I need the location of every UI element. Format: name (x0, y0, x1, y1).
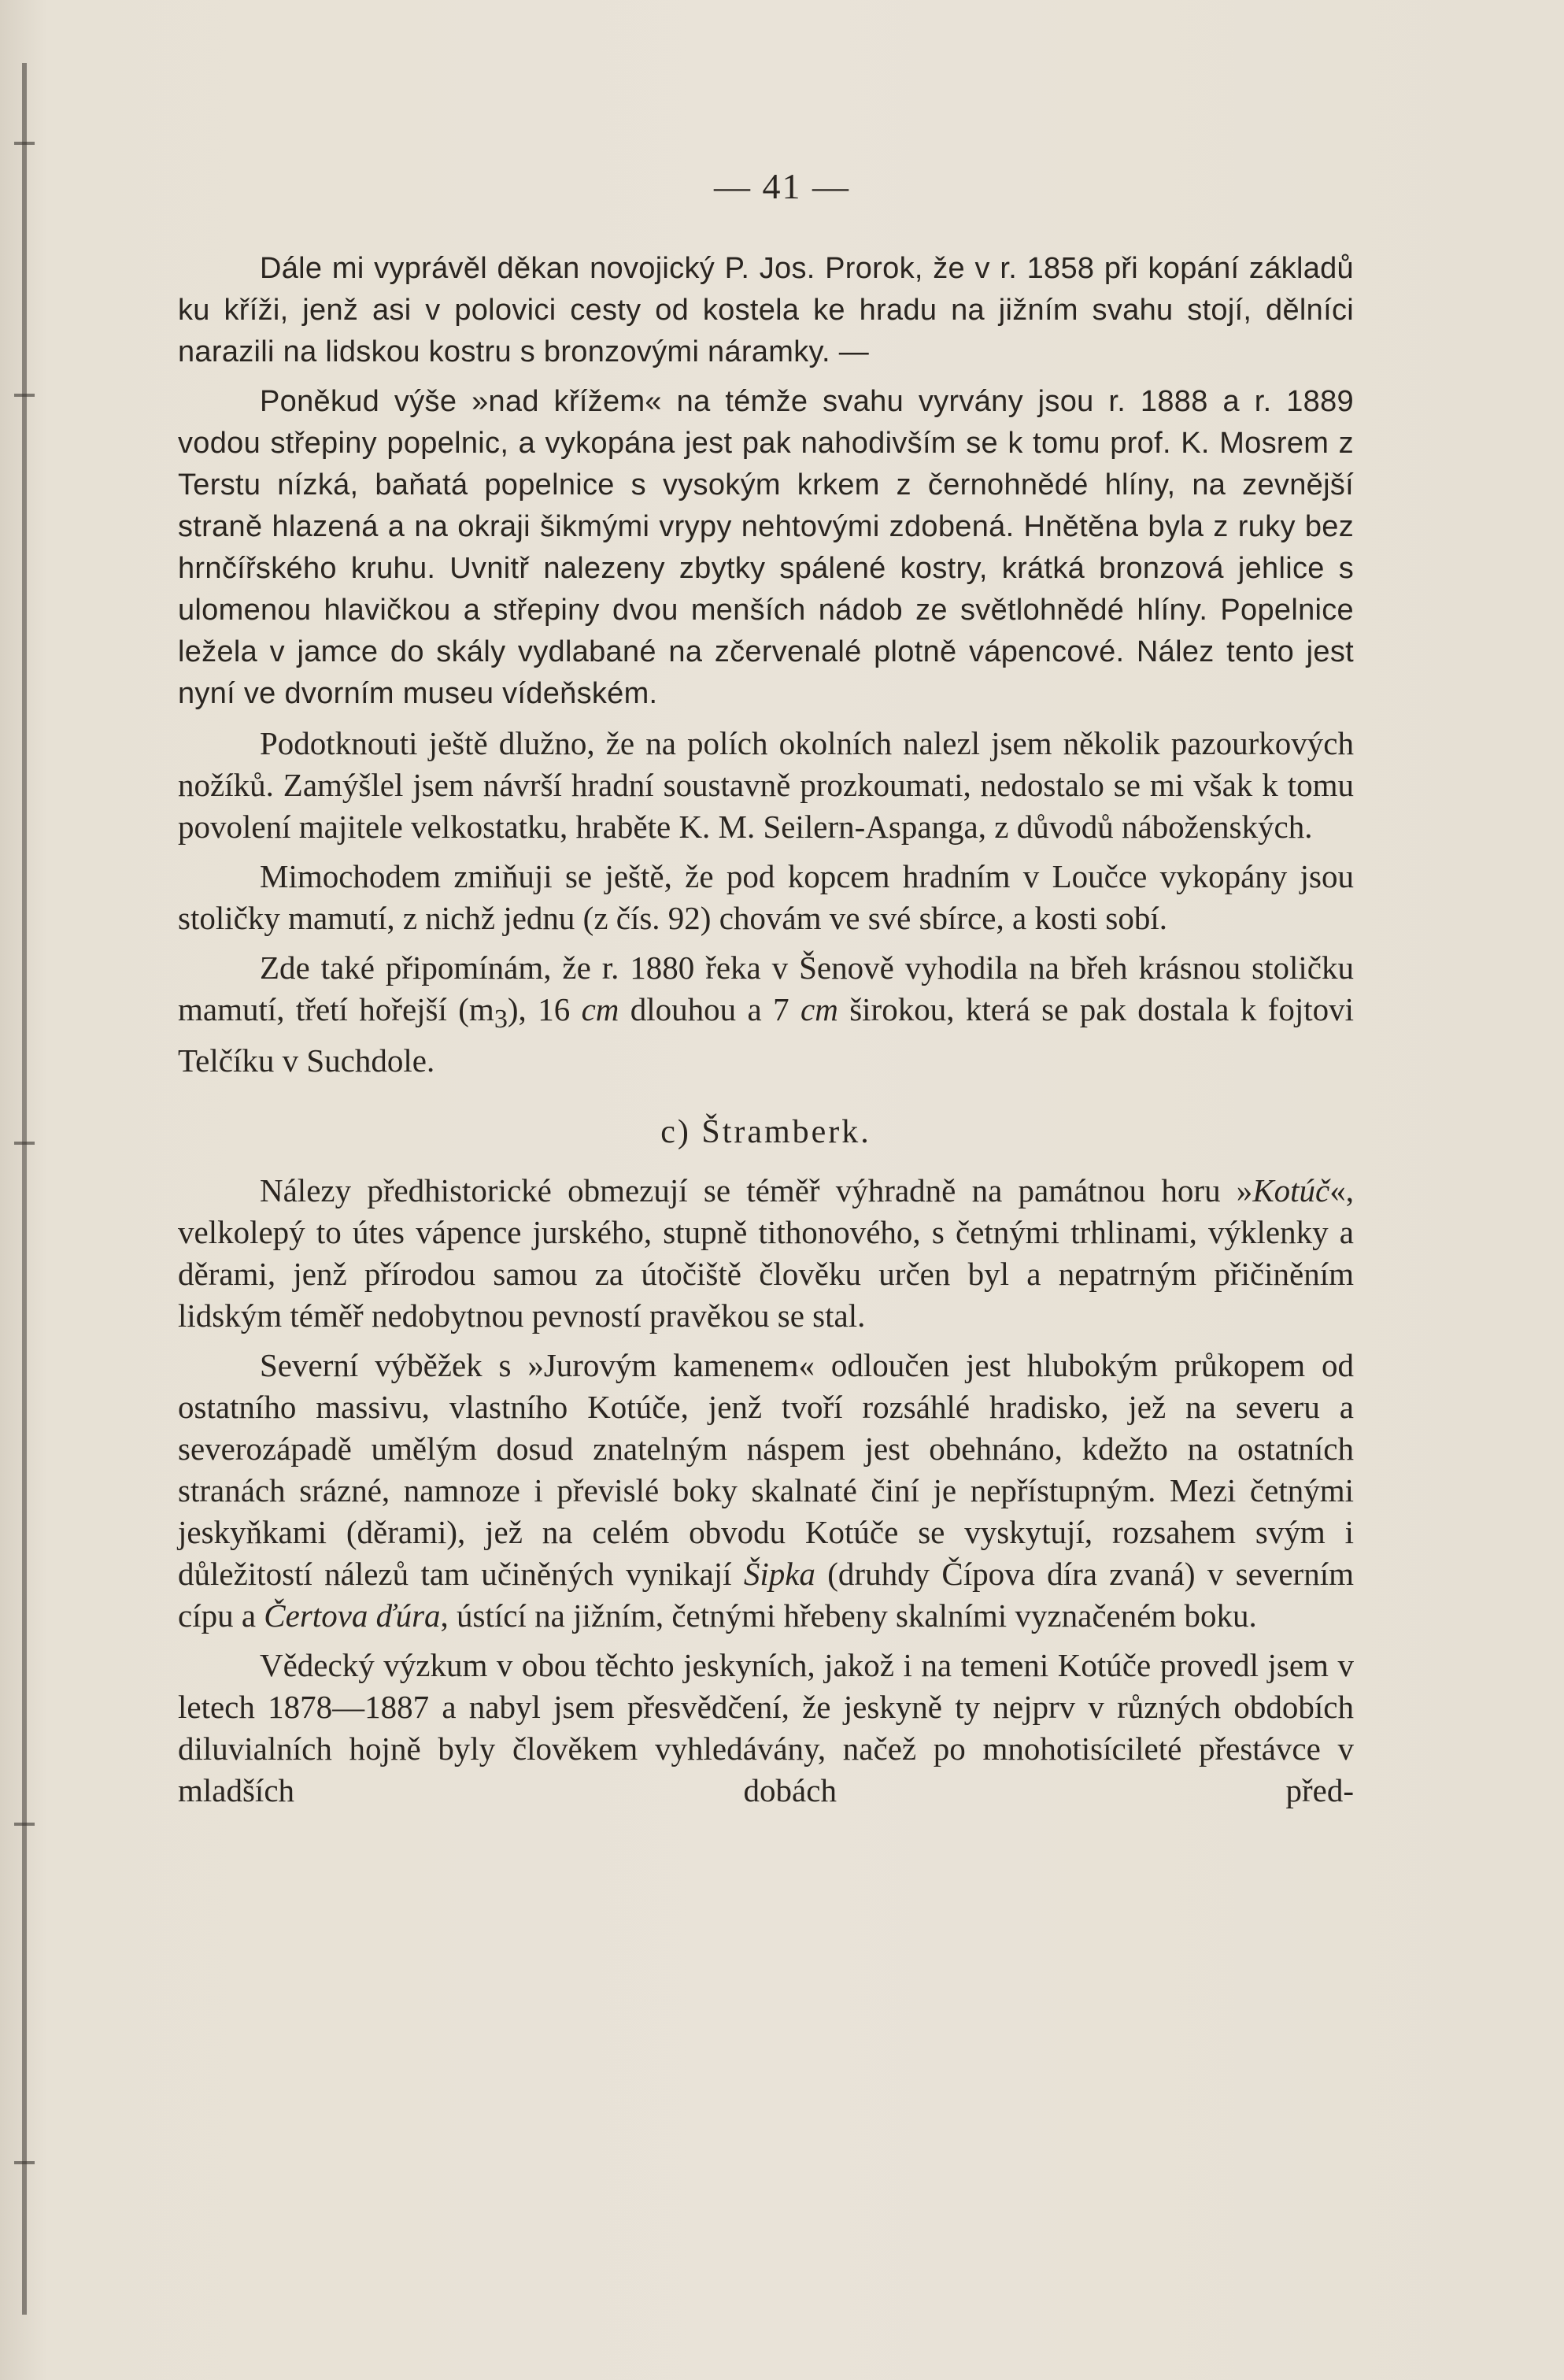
binding-mark (14, 2161, 35, 2164)
text-column (178, 248, 1354, 1819)
place-name-kotuc: Kotúč (1252, 1172, 1330, 1209)
paragraph-7-text-c: , ústící na jižním, četnými hřebeny skalními vyznačeném boku. (440, 1597, 1257, 1634)
cave-name-sipka: Šipka (743, 1556, 815, 1593)
paragraph-4: Mimochodem zmiňuji se ještě, že pod kopcem hradním v Loučce vykopány jsou stoličky mamutí, z nichž jednu (z čís. 92) chovám ve své sbírce, a kosti sobí. (178, 858, 1354, 936)
paragraph-7-text-a: Severní výběžek s »Jurovým kamenem« odloučen jest hlubokým průkopem od ostatního massivu, vlastního Kotúče, jenž tvoří rozsáhlé hradisko, jež na severu a severozápadě umělým dosud znatelným náspem jest obehnáno, kdežto na ostatních stranách srázné, namnoze i převislé boky skalnaté činí je nepřístupným. Mezi četnými jeskyňkami (děrami), jež na celém obvodu Kotúče se vyskytují, rozsahem svým i důležitostí nálezů tam učiněných vynikají (178, 1347, 1354, 1593)
paragraph-6-text-b: «, velkolepý to útes vápence jurského, stupně tithonového, s četnými trhlinami, výklenky a děrami, jenž přírodou samou za útočiště člověku určen byl a nepatrným přičiněním lidským téměř nedobytnou pevností pravěkou se stal. (178, 1172, 1354, 1334)
page-number: — 41 — (714, 166, 850, 206)
binding-edge (22, 63, 27, 2315)
binding-mark (14, 1142, 35, 1145)
paragraph-3: Podotknouti ještě dlužno, že na polích okolních nalezl jsem několik pazourkových nožíků. Zamýšlel jsem návrší hradní soustavně prozkoumati, nedostalo se mi však k tomu povolení majitele velkostatku, hraběte K. M. Seilern-Aspanga, z důvodů náboženských. (178, 725, 1354, 845)
paragraph-6 (178, 1170, 1354, 1337)
unit-cm: cm (800, 991, 838, 1027)
paragraph-8: Vědecký výzkum v obou těchto jeskyních, jakož i na temeni Kotúče provedl jsem v letech 1878—1887 a nabyl jsem přesvědčení, že jeskyně ty nejprv v různých obdobích diluvialních hojně byly člověkem vyhledávány, načež po mnohotisícileté přestávce v mladších dobách před- (178, 1647, 1354, 1809)
paragraph-7-text-b: (druhdy Čípova díra zvaná) v severním cípu a (178, 1556, 1354, 1634)
paragraph-5-text-c: dlouhou a 7 (619, 991, 801, 1027)
paragraph-5-text-d: širokou, která se pak dostala k fojtovi Telčíku v Suchdole. (178, 991, 1355, 1079)
unit-cm: cm (581, 991, 619, 1027)
binding-mark (14, 394, 35, 397)
cave-name-certova-dura: Čertova ďúra (264, 1597, 441, 1634)
paragraph-1: Dále mi vyprávěl děkan novojický P. Jos. Prorok, že v r. 1858 při kopání základů ku kříži, jenž asi v polovici cesty od kostela ke hradu na jižním svahu stojí, dělníci narazili na lidskou kostru s bronzovými náramky. — (178, 252, 1354, 368)
paragraph-7 (178, 1345, 1354, 1637)
paragraph-5-text-b: ), 16 (507, 991, 582, 1027)
binding-mark (14, 142, 35, 145)
paragraph-5 (178, 947, 1354, 1082)
paragraph-6-text-a: Nálezy předhistorické obmezují se téměř výhradně na památnou horu » (260, 1172, 1253, 1209)
paragraph-2: Poněkud výše »nad křížem« na témže svahu vyrvány jsou r. 1888 a r. 1889 vodou střepiny popelnic, a vykopána jest pak nahodivším se k tomu prof. K. Mosrem z Terstu nízká, baňatá popelnice s vysokým krkem z černohnědé hlíny, na zevnější straně hlazená a na okraji šikmými vrypy nehtovými zdobená. Hnětěna byla z ruky bez hrnčířského kruhu. Uvnitř nalezeny zbytky spálené kostry, krátká bronzová jehlice s ulomenou hlavičkou a střepiny dvou menších nádob ze světlohnědé hlíny. Popelnice ležela v jamce do skály vydlabané na zčervenalé plotně vápencové. Nález tento jest nyní ve dvorním museu vídeňském. (178, 385, 1354, 710)
section-heading: c) Štramberk. (660, 1114, 871, 1151)
paragraph-5-text-a: Zde také připomínám, že r. 1880 řeka v Šenově vyhodila na břeh krásnou stoličku mamutí, třetí hořejší (m (178, 949, 1354, 1027)
binding-mark (14, 1823, 35, 1826)
molar-subscript: 3 (494, 1005, 508, 1035)
